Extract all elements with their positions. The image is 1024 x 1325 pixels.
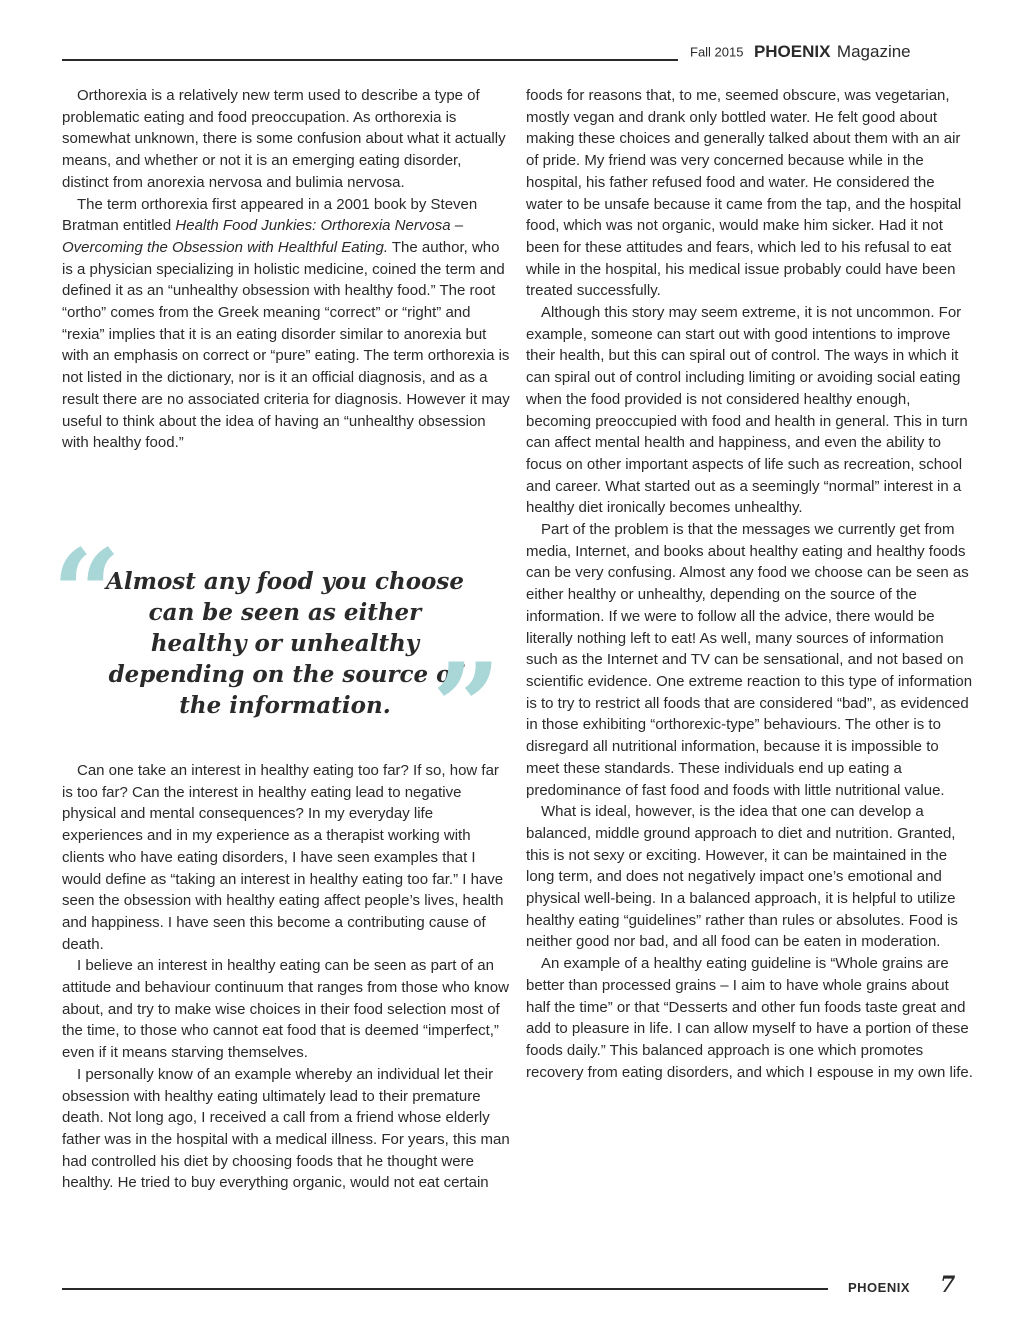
book-title: Health Food Junkies: Orthorexia Nervosa – Overcoming the Obsession with Healthful Eating. bbox=[62, 217, 464, 256]
open-quote-icon: “ bbox=[52, 523, 122, 664]
paragraph: Orthorexia is a relatively new term used to describe a type of problematic eating and food preoccupation. As orthorexia is somewhat unknown, there is some confusion about what it actually means, and whether or not it is an emerging eating disorder, distinct from anorexia nervosa and bulimia nervosa. bbox=[62, 87, 506, 191]
paragraph: Although this story may seem extreme, it is not uncommon. For example, someone can start out with good intentions to improve their health, but this can spiral out of control. The ways in which it can spiral out of control including limiting or avoiding social eating when the food provided is not considered healthy enough, becoming preoccupied with food and health in general. This in turn can affect mental health and happiness, and even the ability to focus on other important aspects of life such as recreation, school and career. What started out as a seemingly “normal” interest in a healthy diet ironically becomes unhealthy. bbox=[526, 304, 968, 517]
magazine-word: Magazine bbox=[836, 42, 911, 61]
paragraph: Can one take an interest in healthy eating too far? If so, how far is too far? Can the interest in healthy eating lead to negative physical and mental consequences? In my everyday life experiences and in my experience as a therapist working with clients who have eating disorders, I have seen examples that I would define as “taking an interest in healthy eating too far.” I have seen the obsession with healthy eating affect people’s lives, health and happiness. I have seen this become a contributing cause of death. bbox=[62, 762, 504, 953]
paragraph: I personally know of an example whereby an individual let their obsession with healthy eating ultimately lead to their premature death. Not long ago, I received a call from a friend whose elderly father was in the hospital with a medical illness. For years, this man had controlled his diet by choosing foods that he thought were healthy. He tried to buy everything organic, would not eat certain bbox=[62, 1065, 510, 1192]
paragraph-text: The term orthorexia first appeared in a 2001 book by Steven Bratman entitled bbox=[62, 195, 478, 235]
paragraph bbox=[62, 194, 512, 454]
magazine-brand: PHOENIX bbox=[753, 42, 831, 61]
paragraph: An example of a healthy eating guideline is “Whole grains are better than processed grains – I aim to have whole grains about half the time” or that “Desserts and other fun foods taste great and add to pleasure in life. I can allow myself to have a portion of these foods daily.” This balanced approach is one which promotes recovery from eating disorders, and which I espouse in my own life. bbox=[526, 955, 973, 1081]
paragraph: foods for reasons that, to me, seemed obscure, was vegetarian, mostly vegan and drank only bottled water. He felt good about making these choices and generally talked about them with an air of pride. My friend was very concerned because while in the hospital, his father refused food and water. He considered the water to be unsafe because it came from the tap, and the hospital food, which was not organic, would make him sicker. Had it not been for these attitudes and fears, which led to his refusal to eat while in the hospital, his medical issue probably could have been treated successfully. bbox=[526, 87, 962, 300]
page-number: 7 bbox=[940, 1272, 956, 1298]
page-header bbox=[690, 42, 970, 62]
paragraph-text: The author, who is a physician specializing in holistic medicine, coined the term and defined it as an “unhealthy obsession with healthy food.” The root “ortho” comes from the Greek meaning “correct” or “right” and “rexia” implies that it is an eating disorder similar to anorexia but with an emphasis on correct or “pure” eating. The term orthorexia is not listed in the dictionary, nor is it an official diagnosis, and as a result there are no associated criteria for diagnosis. However it may useful to think about the idea of having an “unhealthy obsession with healthy food.” bbox=[62, 238, 510, 452]
issue-season: Fall 2015 bbox=[690, 44, 744, 60]
left-column-bottom bbox=[62, 760, 512, 1194]
pull-quote-text: Almost any food you choose can be seen as either healthy or unhealthy depending on the source of the information. bbox=[106, 568, 464, 719]
header-rule bbox=[62, 59, 678, 61]
pull-quote bbox=[52, 523, 512, 778]
right-column bbox=[526, 85, 974, 1083]
paragraph: What is ideal, however, is the idea that one can develop a balanced, middle ground approach to diet and nutrition. Granted, this is not sexy or exciting. However, it can be maintained in the long term, and does not negatively impact one’s emotional and physical well-being. In a balanced approach, it is helpful to utilize healthy eating “guidelines” rather than rules or absolutes. Food is neither good nor bad, and all food can be eaten in moderation. bbox=[526, 803, 958, 951]
close-quote-icon: ” bbox=[432, 637, 502, 778]
footer-rule bbox=[62, 1288, 828, 1290]
left-column-top bbox=[62, 85, 512, 454]
footer-brand: PHOENIX bbox=[848, 1280, 911, 1295]
paragraph: Part of the problem is that the messages we currently get from media, Internet, and books about healthy eating and healthy foods can be very confusing. Almost any food we choose can be seen as either healthy or unhealthy, depending on the source of the information. If we were to follow all the advice, there would be literally nothing left to eat! As well, many sources of information such as the Internet and TV can be sensational, and not based on scientific evidence. One extreme reaction to this type of information is to try to restrict all foods that are considered “bad”, as evidenced in those exhibiting “orthorexic-type” behaviours. The other is to disregard all nutritional information, because it is impossible to meet these standards. These individuals end up eating a predominance of fast food and foods with little nutritional value. bbox=[526, 521, 973, 799]
paragraph: I believe an interest in healthy eating can be seen as part of an attitude and behaviour continuum that ranges from those who know about, and try to make wise choices in their food selection most of the time, to those who cannot eat food that is deemed “imperfect,” even if it means starving themselves. bbox=[62, 957, 509, 1062]
